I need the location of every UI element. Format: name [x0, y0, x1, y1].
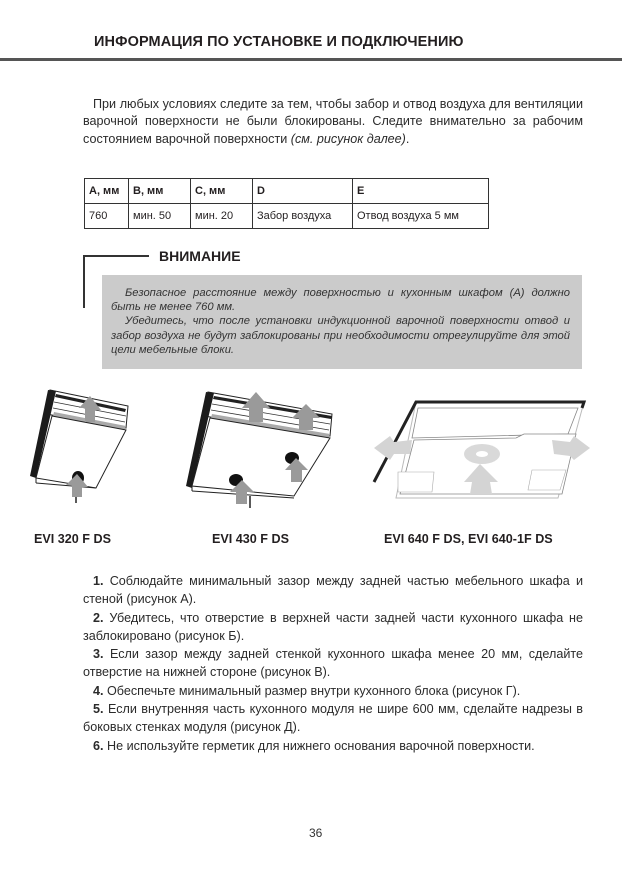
- step-text: Обеспечьте минимальный размер внутри кухонного блока (рисунок Г).: [103, 683, 521, 698]
- page-title: ИНФОРМАЦИЯ ПО УСТАНОВКЕ И ПОДКЛЮЧЕНИЮ: [94, 34, 464, 50]
- table-cell: Отвод воздуха 5 мм: [353, 204, 489, 229]
- dimensions-table: [84, 178, 489, 229]
- warning-paragraph: [111, 314, 570, 357]
- step-number: 1.: [93, 574, 104, 588]
- page-number: 36: [309, 826, 323, 840]
- table-header-row: [85, 179, 489, 204]
- warning-bracket-line: [83, 255, 149, 257]
- list-item: [83, 700, 583, 737]
- figure-label: EVI 430 F DS: [212, 532, 289, 546]
- installation-steps-list: [83, 572, 583, 755]
- step-text: Если внутренняя часть кухонного модуля не шире 600 мм, сделайте надрезы в боковых стенках модуля (рисунок Д).: [83, 702, 583, 735]
- step-number: 2.: [93, 610, 104, 625]
- warning-paragraph: [111, 286, 570, 314]
- intro-paragraph: [83, 96, 583, 148]
- step-number: 4.: [93, 683, 104, 698]
- step-number: 5.: [93, 702, 104, 717]
- header-divider: [0, 58, 622, 61]
- table-cell: 760: [85, 204, 129, 229]
- warning-box: [102, 275, 582, 369]
- cabinet-airflow-single-vent-illustration: [28, 384, 138, 504]
- table-header-cell: C, мм: [191, 179, 253, 204]
- cabinet-airflow-double-vent-illustration: [184, 388, 334, 508]
- step-number: 3.: [93, 647, 104, 662]
- intro-end: .: [405, 131, 410, 146]
- table-cell: мин. 20: [191, 204, 253, 229]
- figure-label: EVI 640 F DS, EVI 640-1F DS: [384, 532, 553, 546]
- step-text: Если зазор между задней стенкой кухонного шкафа менее 20 мм, сделайте отверстие на нижней стороне (рисунок B).: [83, 647, 583, 680]
- table-cell: Забор воздуха: [253, 204, 353, 229]
- warning-title: ВНИМАНИЕ: [159, 248, 241, 264]
- list-item: [83, 645, 583, 682]
- warning-text: Убедитесь, что после установки индукционной варочной поверхности отвод и забор воздуха не будут заблокированы при необходимости отрегулируйте для этой цели мебельные блоки.: [111, 315, 570, 356]
- table-row: [85, 204, 489, 229]
- step-text: Соблюдайте минимальный зазор между задней частью мебельного шкафа и стеной (рисунок A).: [83, 574, 583, 607]
- list-item: [83, 572, 583, 609]
- step-number: 6.: [93, 738, 104, 753]
- intro-text: При любых условиях следите за тем, чтобы забор и отвод воздуха для вентиляции варочной поверхности не были блокированы. Следите внимательно за рабочим состоянием варочной поверхности: [83, 97, 583, 146]
- warning-text: Безопасное расстояние между поверхностью и кухонным шкафом (A) должно быть не менее 760 мм.: [111, 287, 570, 314]
- list-item: [83, 609, 583, 646]
- step-text: Не используйте герметик для нижнего основания варочной поверхности.: [103, 738, 535, 753]
- warning-bracket-line: [83, 255, 85, 308]
- table-header-cell: B, мм: [129, 179, 191, 204]
- table-header-cell: D: [253, 179, 353, 204]
- table-header-cell: E: [353, 179, 489, 204]
- table-cell: мин. 50: [129, 204, 191, 229]
- figure-label: EVI 320 F DS: [34, 532, 111, 546]
- step-text: Убедитесь, что отверстие в верхней части задней части кухонного шкафа не заблокировано (рисунок Б).: [83, 610, 583, 643]
- cabinet-airflow-side-vent-illustration: [372, 394, 594, 504]
- intro-figure-note: (см. рисунок далее): [290, 131, 406, 146]
- list-item: [83, 737, 583, 755]
- table-header-cell: A, мм: [85, 179, 129, 204]
- list-item: [83, 682, 583, 700]
